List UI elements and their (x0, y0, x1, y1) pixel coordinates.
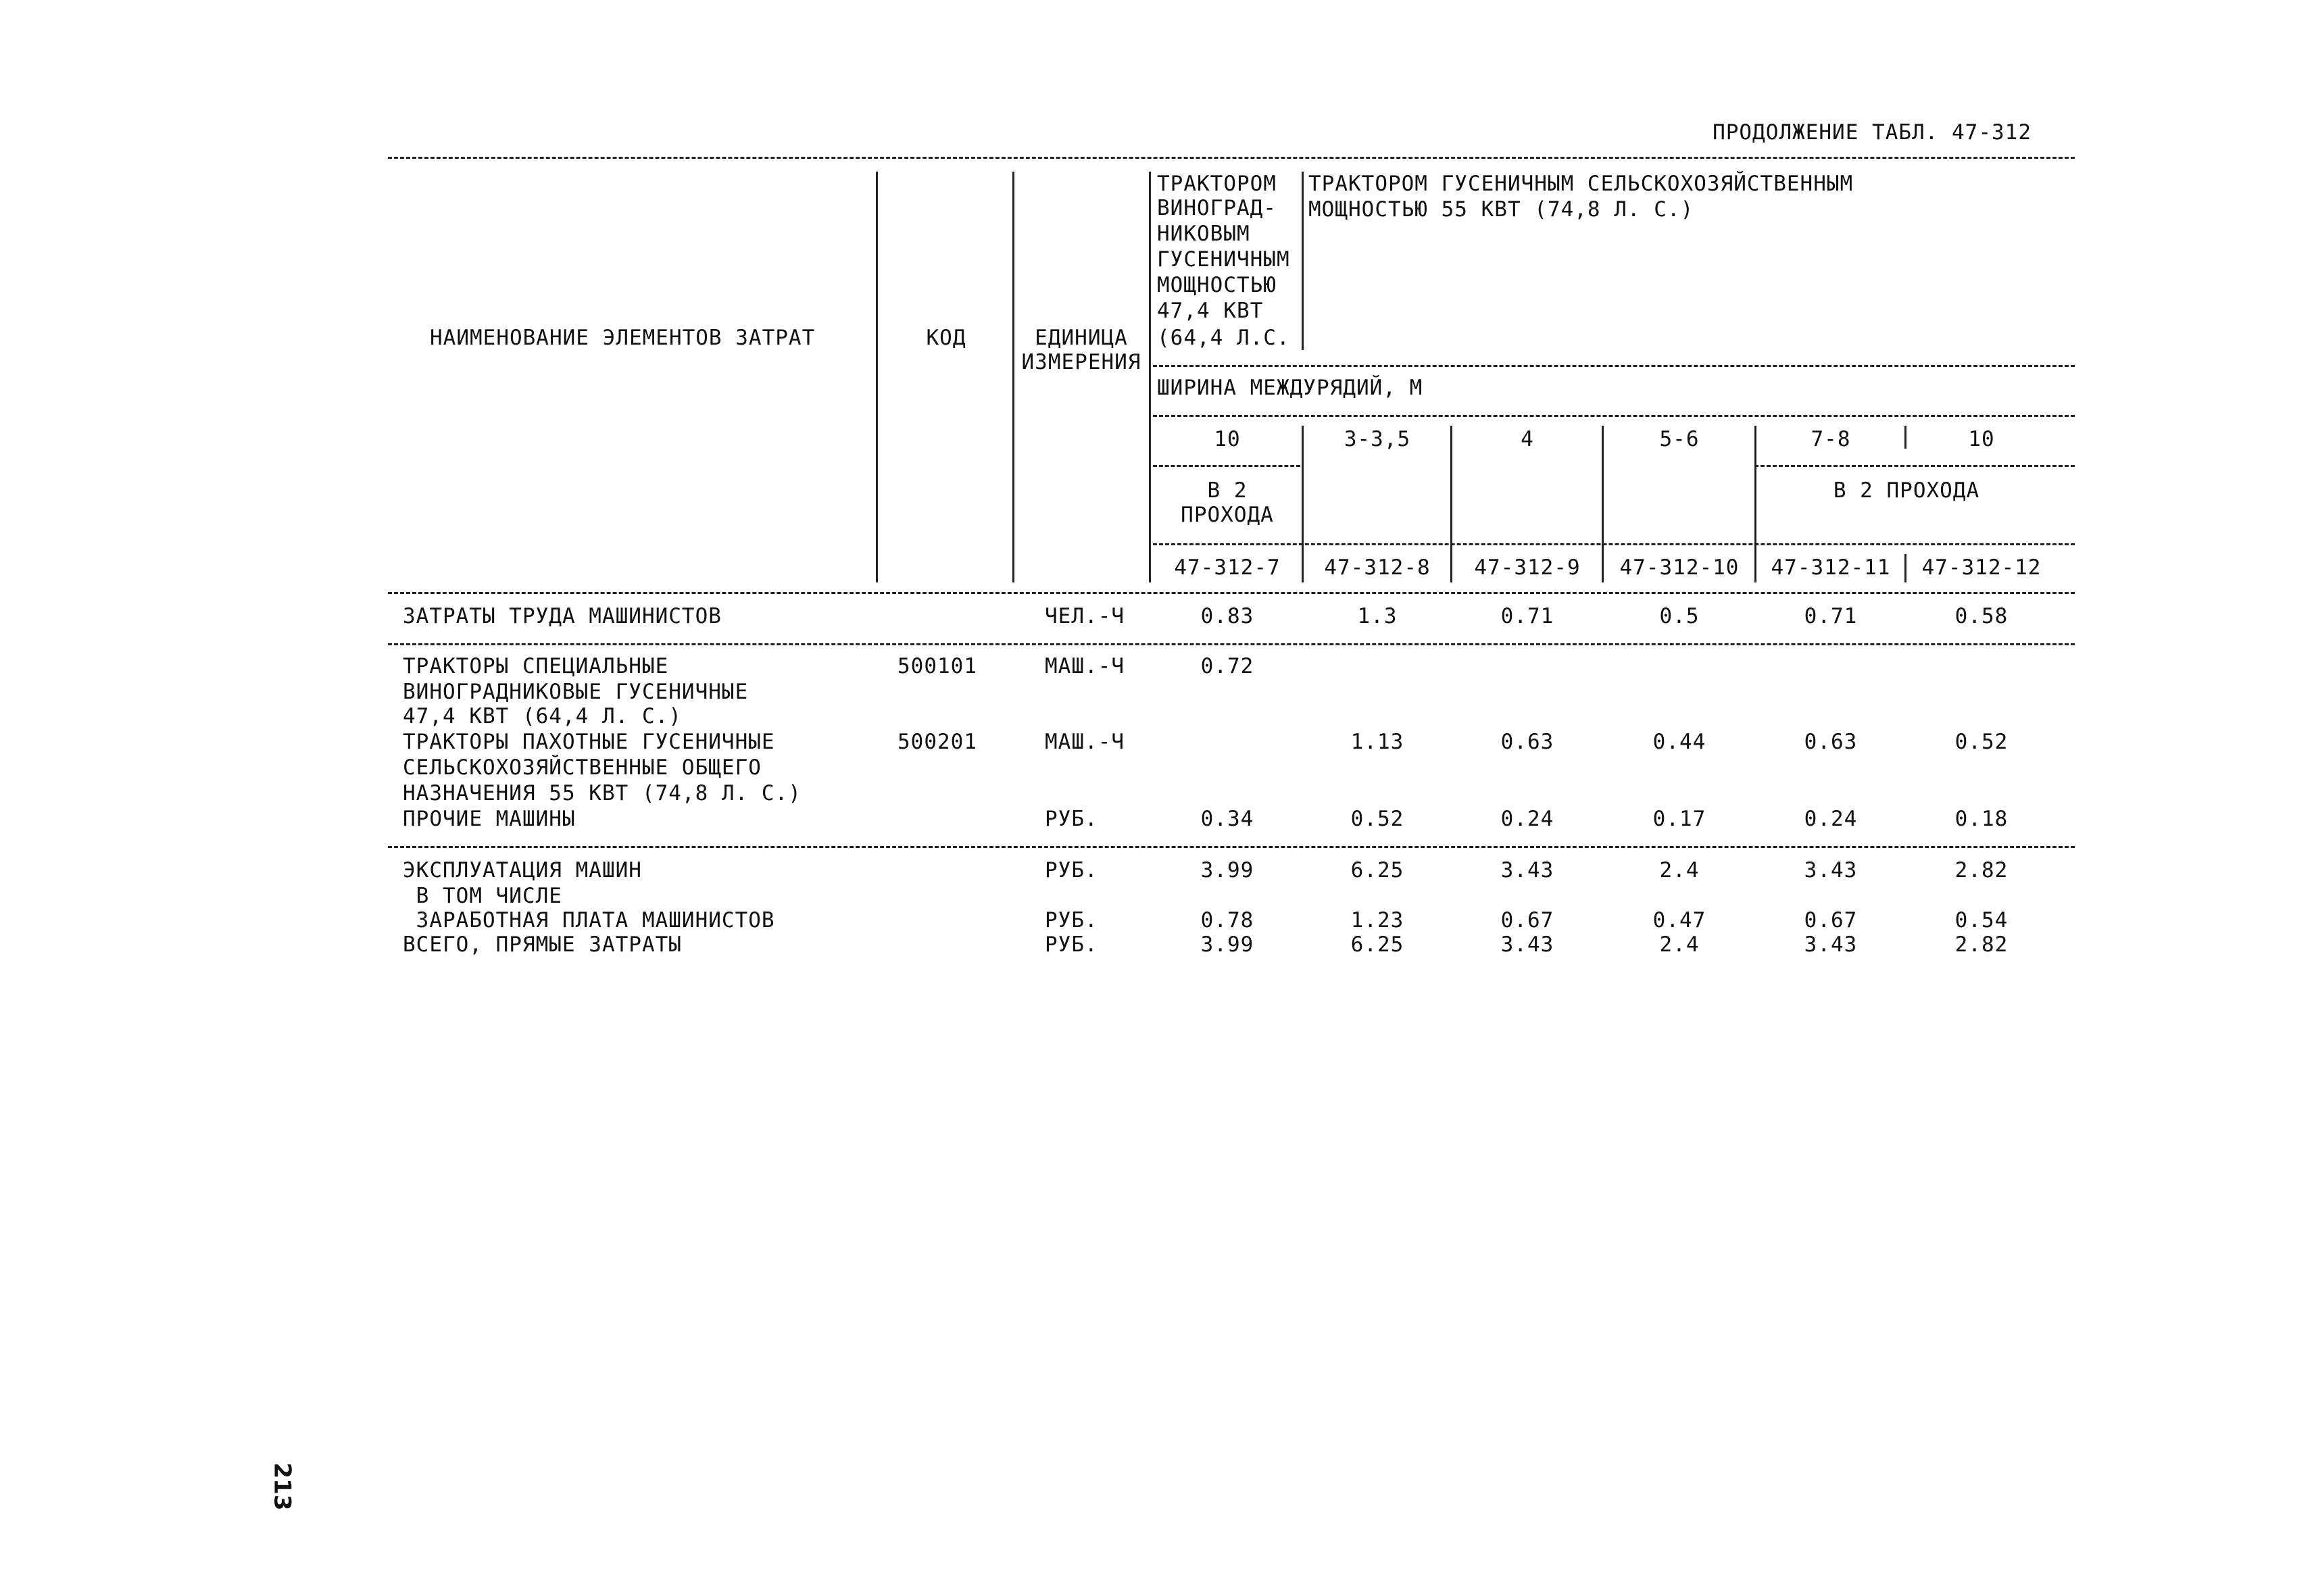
row-value: 6.25 (1350, 858, 1404, 882)
row-name: ПРОЧИЕ МАШИНЫ (403, 807, 576, 831)
header-vline-2 (1012, 172, 1014, 582)
row-value: 0.67 (1804, 908, 1858, 932)
row-unit: МАШ.-Ч (1045, 654, 1125, 678)
row-name: ВСЕГО, ПРЯМЫЕ ЗАТРАТЫ (403, 932, 682, 957)
header-vline-6 (1450, 426, 1452, 582)
header-tractor-vineyard-line: ГУСЕНИЧНЫМ (1157, 247, 1290, 272)
header-rule-3 (1153, 415, 2075, 417)
header-code-col: КОД (926, 326, 966, 350)
row-value: 2.82 (1954, 932, 2009, 957)
header-rule-4b (1754, 465, 2075, 467)
continuation-label: ПРОДОЛЖЕНИЕ ТАБЛ. 47-312 (1713, 120, 2032, 145)
row-unit: ЧЕЛ.-Ч (1045, 604, 1125, 628)
row-value: 0.71 (1804, 604, 1858, 628)
row-value: 3.43 (1500, 858, 1554, 882)
row-name: ЗАРАБОТНАЯ ПЛАТА МАШИНИСТОВ (403, 908, 775, 932)
header-vline-9 (1904, 426, 1906, 449)
header-tractor-vineyard-line: ТРАКТОРОМ (1157, 172, 1277, 196)
header-unit-col-line1: ЕДИНИЦА (1035, 326, 1128, 350)
row-value: 1.3 (1357, 604, 1398, 628)
row-value: 0.83 (1200, 604, 1254, 628)
header-vline-1 (876, 172, 878, 582)
row-value: 0.24 (1804, 807, 1858, 831)
header-width: 7-8 (1811, 427, 1851, 451)
header-vline-8 (1754, 426, 1756, 582)
row-value: 0.78 (1200, 908, 1254, 932)
header-column-code: 47-312-10 (1619, 555, 1740, 580)
header-vline-10 (1904, 554, 1906, 582)
header-passes-a-line2: ПРОХОДА (1181, 503, 1274, 527)
section-rule-2 (388, 846, 2075, 848)
header-rule-5 (1153, 543, 2075, 545)
header-tractor-vineyard-line: ВИНОГРАД- (1157, 196, 1277, 220)
header-rule-2 (1153, 365, 2075, 367)
header-column-code: 47-312-7 (1174, 555, 1281, 580)
row-value: 0.71 (1500, 604, 1554, 628)
row-value: 2.4 (1659, 932, 1700, 957)
header-rule-4a (1153, 465, 1300, 467)
table-top-rule (388, 157, 2075, 159)
row-value: 0.72 (1200, 654, 1254, 678)
row-value: 2.4 (1659, 858, 1700, 882)
row-name: ЭКСПЛУАТАЦИЯ МАШИН (403, 858, 642, 882)
section-rule-1 (388, 643, 2075, 645)
row-name: ТРАКТОРЫ ПАХОТНЫЕ ГУСЕНИЧНЫЕ (403, 730, 775, 754)
row-value: 0.47 (1652, 908, 1706, 932)
header-width: 10 (1968, 427, 1995, 451)
row-value: 0.52 (1350, 807, 1404, 831)
header-column-code: 47-312-8 (1324, 555, 1431, 580)
header-vline-7 (1602, 426, 1604, 582)
row-unit: РУБ. (1045, 908, 1098, 932)
row-value: 3.43 (1500, 932, 1554, 957)
row-value: 0.34 (1200, 807, 1254, 831)
header-unit-col-line2: ИЗМЕРЕНИЯ (1021, 350, 1141, 374)
header-width: 5-6 (1659, 427, 1700, 451)
row-name: 47,4 КВТ (64,4 Л. С.) (403, 704, 682, 728)
row-name: В ТОМ ЧИСЛЕ (403, 884, 562, 908)
header-vline-4 (1302, 172, 1304, 350)
row-code: 500201 (897, 730, 977, 754)
row-value: 3.99 (1200, 858, 1254, 882)
row-unit: РУБ. (1045, 932, 1098, 957)
row-value: 0.5 (1659, 604, 1700, 628)
row-value: 3.43 (1804, 858, 1858, 882)
row-name: ТРАКТОРЫ СПЕЦИАЛЬНЫЕ (403, 654, 669, 678)
row-code: 500101 (897, 654, 977, 678)
page-number: 213 (268, 1462, 296, 1511)
row-value: 0.54 (1954, 908, 2009, 932)
row-value: 0.17 (1652, 807, 1706, 831)
row-value: 2.82 (1954, 858, 2009, 882)
header-width: 4 (1521, 427, 1534, 451)
row-value: 0.44 (1652, 730, 1706, 754)
row-value: 1.23 (1350, 908, 1404, 932)
header-bottom-rule (388, 592, 2075, 594)
header-column-code: 47-312-12 (1921, 555, 2042, 580)
header-tractor-vineyard-line: НИКОВЫМ (1157, 222, 1250, 246)
header-vline-5 (1302, 426, 1304, 582)
header-width: 10 (1214, 427, 1241, 451)
row-value: 3.43 (1804, 932, 1858, 957)
row-value: 3.99 (1200, 932, 1254, 957)
header-vline-3 (1149, 172, 1151, 582)
header-tractor-vineyard-line: МОЩНОСТЬЮ (1157, 273, 1277, 297)
row-unit: РУБ. (1045, 858, 1098, 882)
row-name: НАЗНАЧЕНИЯ 55 КВТ (74,8 Л. С.) (403, 781, 802, 805)
header-tractor-crawler-line1: ТРАКТОРОМ ГУСЕНИЧНЫМ СЕЛЬСКОХОЗЯЙСТВЕННЫМ (1308, 172, 1854, 196)
row-value: 0.63 (1804, 730, 1858, 754)
header-tractor-vineyard-line: 47,4 КВТ (1157, 299, 1264, 323)
header-passes-a-line1: В 2 (1207, 478, 1248, 503)
row-unit: МАШ.-Ч (1045, 730, 1125, 754)
row-value: 0.67 (1500, 908, 1554, 932)
row-unit: РУБ. (1045, 807, 1098, 831)
header-column-code: 47-312-9 (1474, 555, 1581, 580)
row-name: СЕЛЬСКОХОЗЯЙСТВЕННЫЕ ОБЩЕГО (403, 755, 762, 780)
header-column-code: 47-312-11 (1771, 555, 1891, 580)
header-row-width-label: ШИРИНА МЕЖДУРЯДИЙ, М (1157, 376, 1423, 400)
row-name: ВИНОГРАДНИКОВЫЕ ГУСЕНИЧНЫЕ (403, 680, 749, 704)
header-tractor-crawler-line2: МОЩНОСТЬЮ 55 КВТ (74,8 Л. С.) (1308, 197, 1694, 222)
row-value: 0.58 (1954, 604, 2009, 628)
header-name-col: НАИМЕНОВАНИЕ ЭЛЕМЕНТОВ ЗАТРАТ (430, 326, 816, 350)
row-value: 0.52 (1954, 730, 2009, 754)
row-value: 0.63 (1500, 730, 1554, 754)
header-width: 3-3,5 (1344, 427, 1411, 451)
header-tractor-vineyard-line: (64,4 Л.С. (1157, 326, 1290, 350)
row-value: 6.25 (1350, 932, 1404, 957)
row-value: 1.13 (1350, 730, 1404, 754)
row-value: 0.18 (1954, 807, 2009, 831)
row-value: 0.24 (1500, 807, 1554, 831)
header-passes-b: В 2 ПРОХОДА (1833, 478, 1980, 503)
row-name: ЗАТРАТЫ ТРУДА МАШИНИСТОВ (403, 604, 722, 628)
